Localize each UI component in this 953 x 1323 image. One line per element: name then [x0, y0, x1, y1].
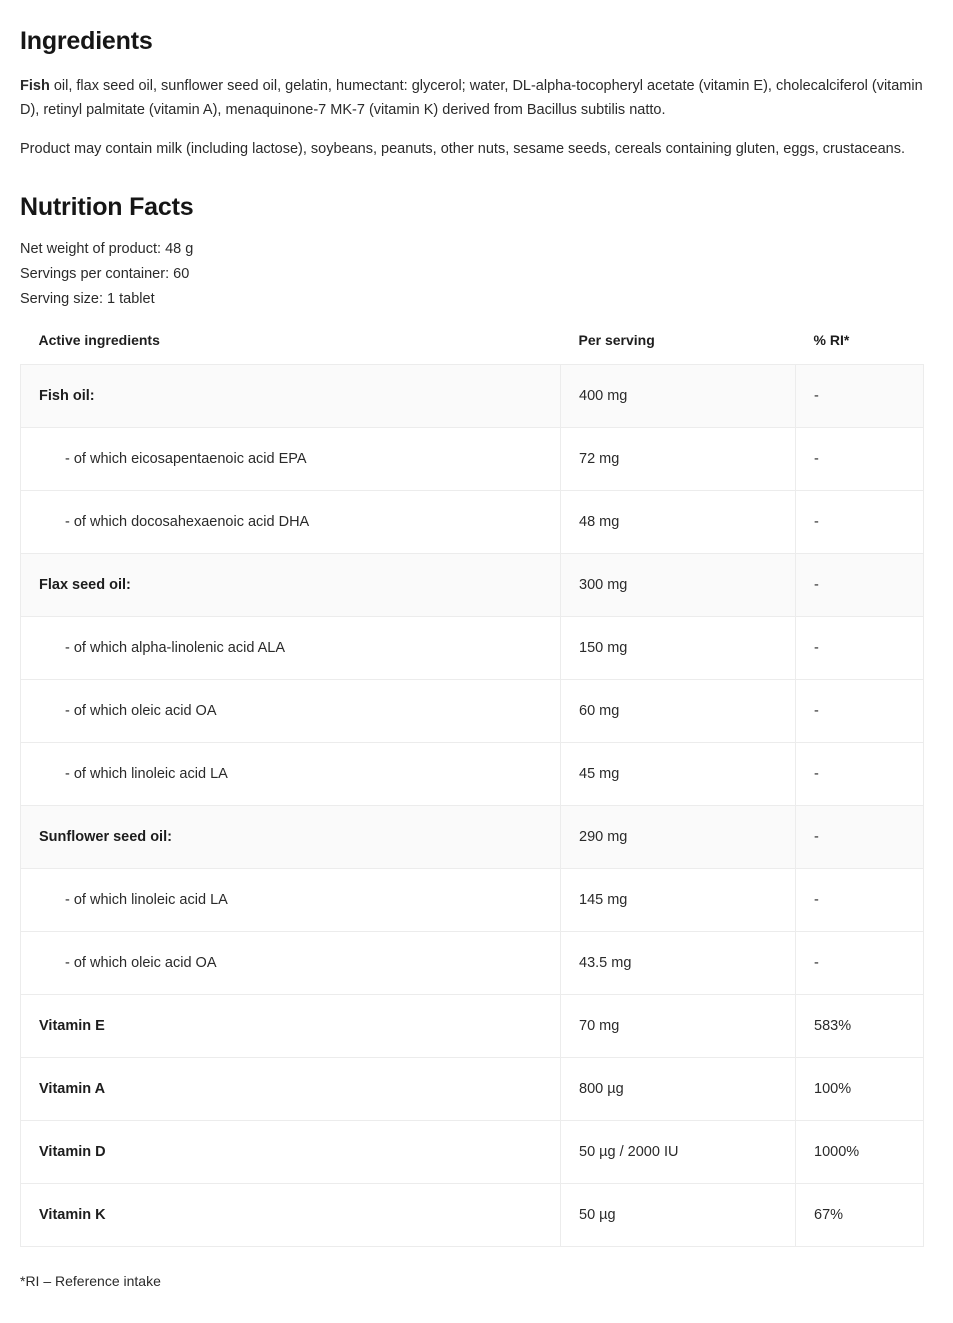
cell-ri-percent: -: [796, 364, 924, 427]
cell-per-serving: 50 µg / 2000 IU: [561, 1120, 796, 1183]
cell-per-serving: 290 mg: [561, 805, 796, 868]
table-row: [21, 1120, 924, 1183]
cell-ingredient-name: Vitamin K: [21, 1183, 561, 1246]
table-row: [21, 490, 924, 553]
table-row: [21, 364, 924, 427]
cell-ri-percent: 583%: [796, 994, 924, 1057]
table-row: [21, 616, 924, 679]
allergen-paragraph: Product may contain milk (including lactose), soybeans, peanuts, other nuts, sesame seeds, cereals containing gluten, eggs, crustaceans.: [20, 141, 905, 158]
cell-ingredient-name: Vitamin A: [21, 1057, 561, 1120]
cell-per-serving: 72 mg: [561, 427, 796, 490]
cell-per-serving: 50 µg: [561, 1183, 796, 1246]
cell-per-serving: 45 mg: [561, 742, 796, 805]
ri-footnote: *RI – Reference intake: [20, 1272, 161, 1289]
cell-ingredient-name: Sunflower seed oil:: [21, 805, 561, 868]
column-header-ri: % RI*: [813, 331, 850, 348]
cell-ingredient-name: Vitamin D: [21, 1120, 561, 1183]
net-weight-line: Net weight of product: 48 g: [20, 240, 194, 257]
cell-ingredient-name: - of which alpha-linolenic acid ALA: [21, 616, 561, 679]
cell-ingredient-name: Flax seed oil:: [21, 553, 561, 616]
ingredients-lead-word: Fish: [20, 78, 50, 95]
nutrition-table-body: [21, 364, 924, 1246]
cell-ingredient-name: - of which oleic acid OA: [21, 679, 561, 742]
cell-ri-percent: 100%: [796, 1057, 924, 1120]
table-row: [21, 742, 924, 805]
cell-ri-percent: -: [796, 490, 924, 553]
cell-ri-percent: -: [796, 679, 924, 742]
table-row: [21, 868, 924, 931]
cell-per-serving: 400 mg: [561, 364, 796, 427]
cell-ri-percent: 1000%: [796, 1120, 924, 1183]
cell-ingredient-name: - of which linoleic acid LA: [21, 742, 561, 805]
cell-per-serving: 800 µg: [561, 1057, 796, 1120]
table-row: [21, 553, 924, 616]
cell-per-serving: 145 mg: [561, 868, 796, 931]
cell-ri-percent: -: [796, 805, 924, 868]
nutrition-table: [20, 328, 924, 1247]
cell-ingredient-name: - of which eicosapentaenoic acid EPA: [21, 427, 561, 490]
cell-per-serving: 43.5 mg: [561, 931, 796, 994]
nutrition-facts-heading: Nutrition Facts: [20, 192, 194, 221]
nutrition-table-head: [21, 328, 924, 365]
ingredients-paragraph-1: [20, 75, 923, 122]
cell-ri-percent: -: [796, 742, 924, 805]
ingredients-paragraph-1-rest: oil, flax seed oil, sunflower seed oil, gelatin, humectant: glycerol; water, DL-alpha-tocopheryl acetate (vitamin E), cholecalciferol (vitamin D), retinyl palmitate (vitamin A), menaquinone-7 MK-7 (vitamin K) derived from Bacillus subtilis natto.: [20, 78, 923, 118]
cell-ingredient-name: - of which oleic acid OA: [21, 931, 561, 994]
column-header-per-serving: Per serving: [578, 331, 655, 348]
cell-ri-percent: -: [796, 553, 924, 616]
cell-ri-percent: 67%: [796, 1183, 924, 1246]
column-header-active-ingredients: Active ingredients: [38, 331, 160, 348]
cell-ingredient-name: - of which linoleic acid LA: [21, 868, 561, 931]
cell-ri-percent: -: [796, 616, 924, 679]
cell-ri-percent: -: [796, 427, 924, 490]
serving-size-line: Serving size: 1 tablet: [20, 290, 155, 307]
cell-per-serving: 150 mg: [561, 616, 796, 679]
cell-ingredient-name: - of which docosahexaenoic acid DHA: [21, 490, 561, 553]
cell-per-serving: 48 mg: [561, 490, 796, 553]
table-row: [21, 994, 924, 1057]
cell-per-serving: 300 mg: [561, 553, 796, 616]
table-row: [21, 1183, 924, 1246]
table-header-row: [21, 328, 924, 365]
table-row: [21, 427, 924, 490]
cell-ri-percent: -: [796, 931, 924, 994]
serving-info: [20, 237, 923, 312]
table-row: [21, 1057, 924, 1120]
cell-ingredient-name: Fish oil:: [21, 364, 561, 427]
table-row: [21, 805, 924, 868]
cell-per-serving: 60 mg: [561, 679, 796, 742]
ingredients-heading: Ingredients: [20, 27, 153, 55]
cell-ingredient-name: Vitamin E: [21, 994, 561, 1057]
cell-ri-percent: -: [796, 868, 924, 931]
servings-per-container-line: Servings per container: 60: [20, 265, 190, 282]
table-row: [21, 931, 924, 994]
cell-per-serving: 70 mg: [561, 994, 796, 1057]
table-row: [21, 679, 924, 742]
